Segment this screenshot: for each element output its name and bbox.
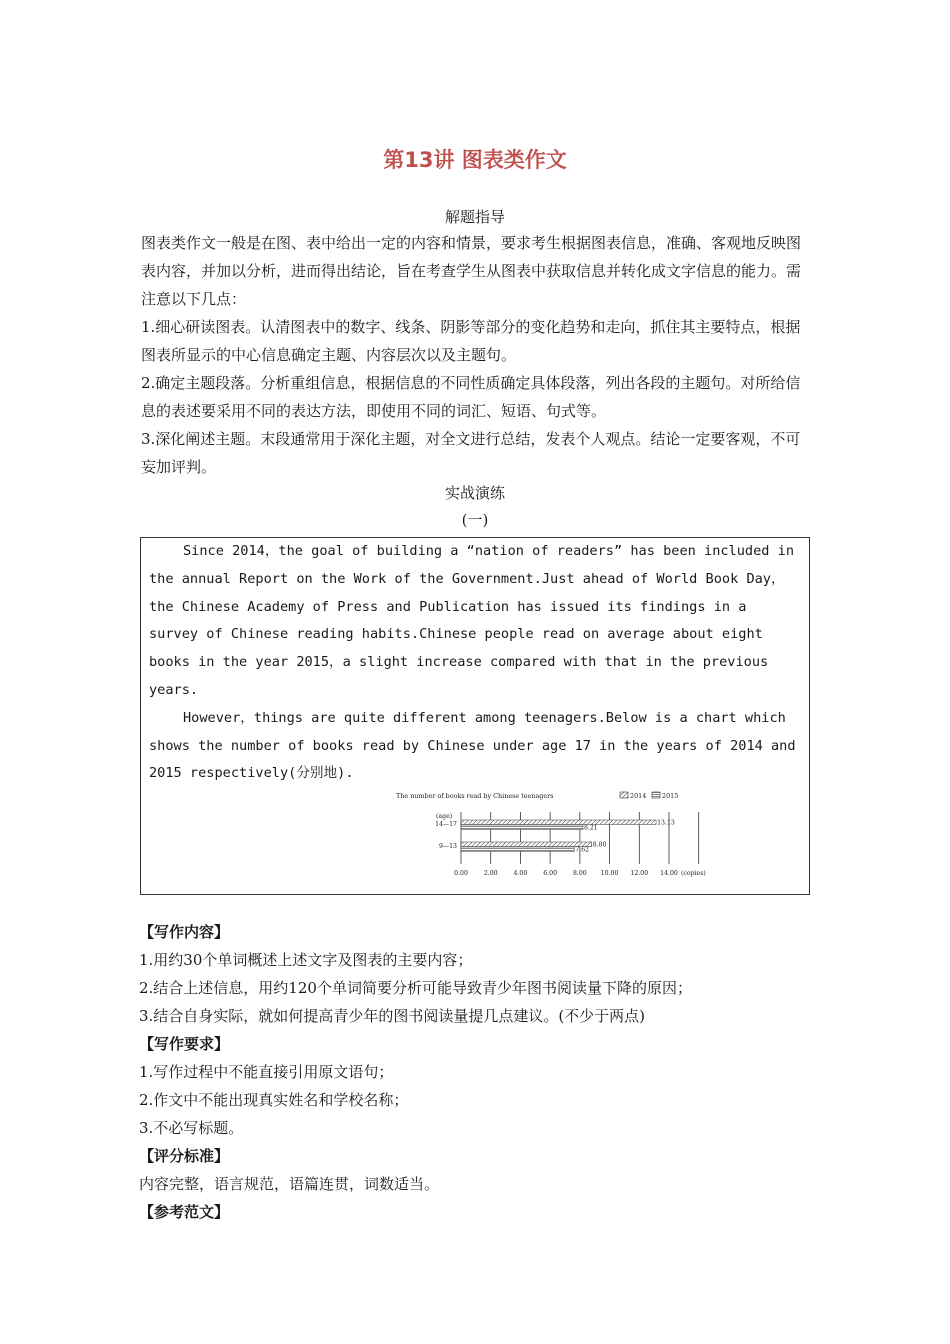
x-tick-label: 4.00 (513, 870, 528, 877)
writing-content-section (139, 918, 692, 1226)
practice-heading: 实战演练 (444, 484, 505, 502)
x-tick-label: 0.00 (454, 870, 468, 877)
bar-2015 (461, 825, 583, 830)
x-axis-label: (copies) (681, 870, 706, 877)
writing-content-item-1: 1.用约30个单词概述上述文字及图表的主要内容； (139, 951, 473, 969)
data-label: 7.62 (575, 846, 589, 854)
legend-label-2015: 2015 (662, 792, 679, 800)
writing-content-item-3: 3.结合自身实际，就如何提高青少年的图书阅读量提几点建议。(不少于两点) (139, 1007, 646, 1025)
page-title: 第13讲 图表类作文 (383, 148, 567, 172)
x-tick-label: 8.00 (572, 870, 587, 877)
bar-2014 (461, 820, 656, 825)
chart-title: The number of books read by Chinese teenagers (396, 792, 554, 800)
writing-content-heading: 【写作内容】 (139, 923, 230, 941)
legend-swatch-2015 (652, 792, 660, 798)
writing-req-item-2: 2.作文中不能出现真实姓名和学校名称； (139, 1091, 409, 1109)
guide-intro: 图表类作文一般是在图、表中给出一定的内容和情景，要求考生根据图表信息，准确、客观地反映图表内容，并加以分析，进而得出结论，旨在考查学生从图表中获取信息并转化成文字信息的能力。需注意以下几点： (141, 234, 802, 308)
data-label: 8.80 (592, 841, 607, 849)
bar-2015 (461, 847, 574, 852)
bar-chart (356, 788, 746, 880)
guide-point-3: 3.深化阐述主题。末段通常用于深化主题，对全文进行总结，发表个人观点。结论一定要客观，不可妄加评判。 (141, 430, 801, 476)
x-tick-label: 12.00 (630, 870, 649, 877)
bar-2014 (461, 842, 592, 847)
data-label: 13.13 (657, 819, 675, 827)
practice-number: (一) (461, 511, 489, 529)
legend-label-2014: 2014 (630, 792, 647, 800)
data-label: 8.21 (583, 824, 598, 832)
x-tick-label: 6.00 (543, 870, 558, 877)
writing-content-item-2: 2.结合上述信息，用约120个单词简要分析可能导致青少年图书阅读量下降的原因； (139, 979, 692, 997)
writing-score-text: 内容完整，语言规范，语篇连贯，词数适当。 (139, 1175, 440, 1193)
passage-paragraph-1: Since 2014，the goal of building a “nation of readers” has been included in the annual Report on the Work of the Government.Just ahead of World Book Day，the Chinese Academy of Press and Publication has issued its findings in a survey of Chinese reading habits.Chinese people read on average about eight books in the year 2015，a slight increase compared with that in the previous years. (149, 543, 795, 698)
legend-swatch-2014 (620, 792, 628, 798)
y-axis-label: (age) (436, 813, 453, 820)
writing-score-heading: 【评分标准】 (139, 1147, 230, 1165)
writing-req-heading: 【写作要求】 (139, 1035, 230, 1053)
passage-paragraph-2: However，things are quite different among teenagers.Below is a chart which shows the number of books read by Chinese under age 17 in the years of 2014 and 2015 respectively(分别地). (149, 709, 796, 782)
x-tick-label: 14.00 (660, 870, 678, 877)
x-tick-label: 2.00 (483, 870, 498, 877)
guide-point-2: 2.确定主题段落。分析重组信息，根据信息的不同性质确定具体段落，列出各段的主题句。对所给信息的表述要采用不同的表达方法，即使用不同的词汇、短语、句式等。 (141, 374, 801, 420)
passage-box (140, 537, 810, 895)
writing-sample-heading: 【参考范文】 (139, 1203, 230, 1221)
x-tick-label: 10.00 (600, 870, 619, 877)
category-label: 14—17 (435, 821, 457, 828)
guide-point-1: 1.细心研读图表。认清图表中的数字、线条、阴影等部分的变化趋势和走向，抓住其主要特点，根据图表所显示的中心信息确定主题、内容层次以及主题句。 (141, 318, 801, 364)
writing-req-item-3: 3.不必写标题。 (139, 1119, 244, 1137)
category-label: 9—13 (439, 843, 457, 850)
writing-req-item-1: 1.写作过程中不能直接引用原文语句； (139, 1063, 394, 1081)
guide-heading: 解题指导 (444, 208, 505, 226)
